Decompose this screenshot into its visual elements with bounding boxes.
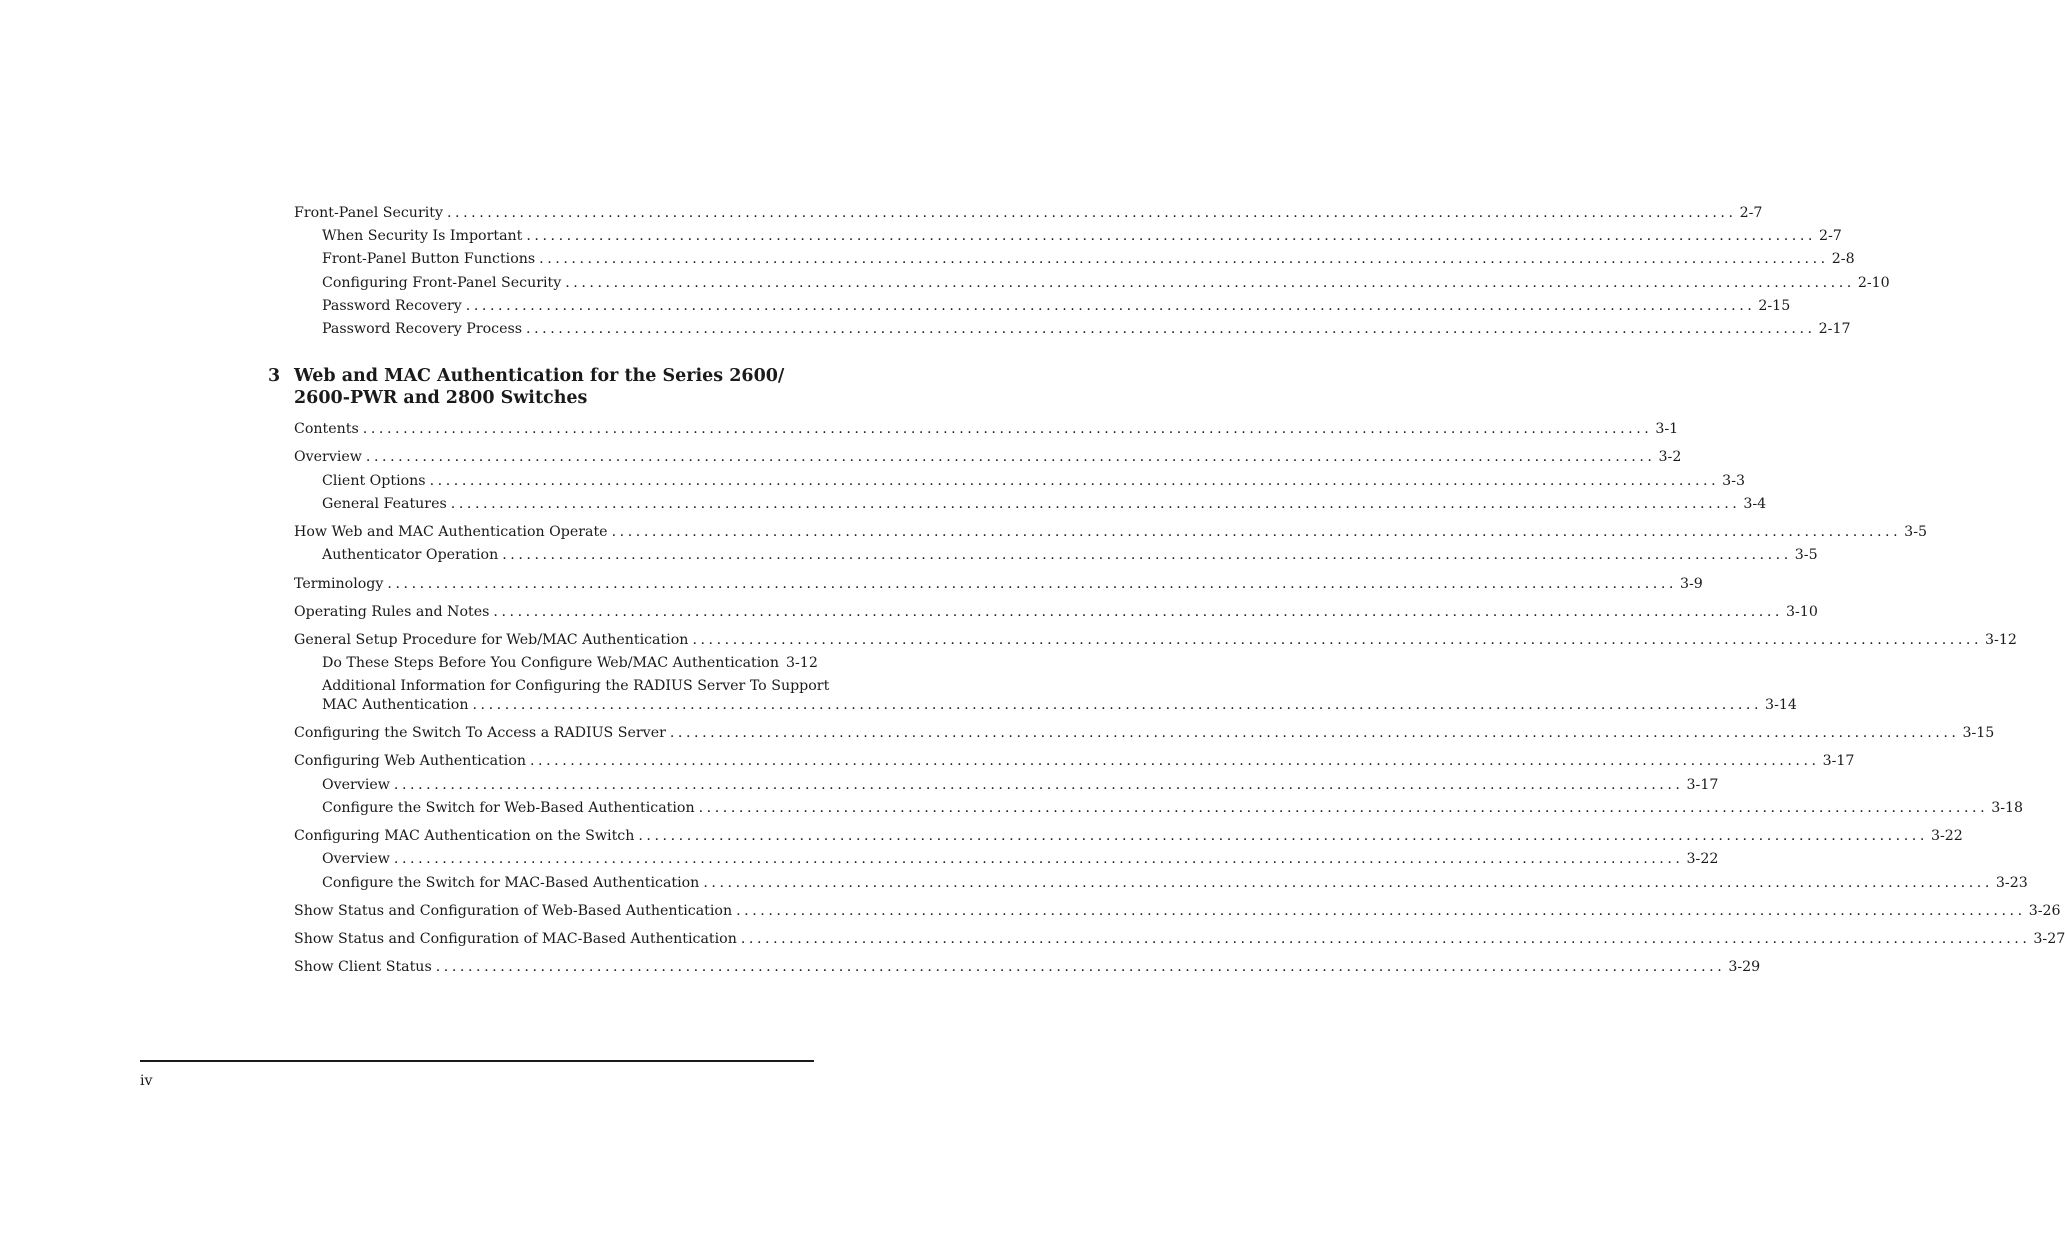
toc-entry-label: Configure the Switch for MAC-Based Authentication	[322, 875, 700, 891]
toc-entry-page: 3-27	[2033, 931, 2065, 947]
toc-entry-label: Show Client Status	[294, 959, 432, 975]
toc-entry[interactable]	[294, 602, 1818, 622]
dot-leader: ................................................................................................................................................................	[703, 875, 1993, 891]
toc-entry-label: Overview	[294, 449, 362, 465]
dot-leader: ................................................................................................................................................................	[698, 800, 1989, 816]
toc-entry-label: How Web and MAC Authentication Operate	[294, 524, 608, 540]
toc-entry-page: 2-8	[1831, 251, 1855, 267]
toc-entry[interactable]	[294, 826, 1963, 846]
dot-leader: ................................................................................................................................................................	[429, 473, 1720, 489]
dot-leader: ................................................................................................................................................................	[365, 449, 1656, 465]
dot-leader: ................................................................................................................................................................	[387, 576, 1677, 592]
dot-leader: ................................................................................................................................................................	[611, 524, 1902, 540]
toc-entry-label: Password Recovery Process	[322, 321, 523, 337]
toc-entry[interactable]	[294, 929, 2065, 949]
toc-entry[interactable]	[294, 751, 1855, 771]
dot-leader: ................................................................................................................................................................	[669, 725, 1960, 741]
toc-entry[interactable]	[322, 798, 2024, 818]
toc-entry-label: Configuring Web Authentication	[294, 753, 526, 769]
toc-entry-page: 3-17	[1822, 753, 1855, 769]
toc-entry-label: Overview	[322, 851, 390, 867]
toc-entry[interactable]	[322, 249, 1855, 269]
chapter-title-line: 2600-PWR and 2800 Switches	[294, 388, 588, 408]
dot-leader: ................................................................................................................................................................	[393, 777, 1684, 793]
dot-leader: ................................................................................................................................................................	[465, 298, 1756, 314]
dot-leader: ................................................................................................................................................................	[362, 421, 1653, 437]
toc-entry[interactable]	[322, 695, 1797, 715]
toc-entry-label: Configure the Switch for Web-Based Authentication	[322, 800, 695, 816]
toc-entry-label: Contents	[294, 421, 359, 437]
toc-entry[interactable]	[294, 522, 1928, 542]
toc-entry[interactable]	[322, 319, 1851, 339]
dot-leader: ................................................................................................................................................................	[502, 547, 1792, 563]
toc-entry[interactable]	[322, 494, 1767, 514]
toc-entry-label: Show Status and Configuration of MAC-Based Authentication	[294, 931, 737, 947]
toc-entry-label: Configuring Front-Panel Security	[322, 275, 562, 291]
toc-entry-page: 3-1	[1655, 421, 1679, 437]
chapter-title-line: Web and MAC Authentication for the Series 2600/	[294, 366, 785, 386]
chapter-title[interactable]	[294, 365, 785, 409]
toc-entry[interactable]	[322, 471, 1746, 491]
toc-entry-label: Configuring the Switch To Access a RADIUS Server	[294, 725, 666, 741]
toc-entry-label: Authenticator Operation	[322, 547, 499, 563]
dot-leader: ................................................................................................................................................................	[472, 697, 1763, 713]
toc-entry[interactable]	[322, 273, 1890, 293]
dot-leader: ................................................................................................................................................................	[526, 321, 1816, 337]
toc-entry-label: MAC Authentication	[322, 697, 469, 713]
toc-entry-label-line1[interactable]: Additional Information for Configuring the RADIUS Server To Support	[322, 678, 830, 694]
toc-entry-page: 3-5	[1794, 547, 1818, 563]
dot-leader: ................................................................................................................................................................	[450, 496, 1741, 512]
toc-entry-page: 3-18	[1991, 800, 2024, 816]
toc-entry[interactable]	[294, 419, 1679, 439]
toc-entry-page: 3-14	[1765, 697, 1797, 713]
chapter-number: 3	[268, 366, 281, 386]
toc-entry-page: 2-7	[1739, 205, 1763, 221]
dot-leader: ................................................................................................................................................................	[539, 251, 1829, 267]
toc-entry[interactable]	[322, 873, 2028, 893]
dot-leader: ................................................................................................................................................................	[638, 828, 1928, 844]
toc-entry-page: 3-23	[1995, 875, 2028, 891]
toc-entry[interactable]	[294, 957, 1761, 977]
dot-leader: ................................................................................................................................................................	[526, 228, 1816, 244]
toc-entry-page: 3-12	[1985, 632, 2017, 648]
toc-entry-label: General Features	[322, 496, 447, 512]
toc-entry-label: When Security Is Important	[322, 228, 523, 244]
toc-entry-label: Terminology	[294, 576, 384, 592]
toc-entry-page: 3-2	[1658, 449, 1682, 465]
toc-entry-page: 3-15	[1962, 725, 1995, 741]
toc-entry[interactable]	[322, 775, 1719, 795]
toc-entry-page: 3-29	[1728, 959, 1761, 975]
dot-leader: ................................................................................................................................................................	[435, 959, 1726, 975]
toc-entry[interactable]	[322, 296, 1791, 316]
toc-entry-label: Do These Steps Before You Configure Web/MAC Authentication	[322, 655, 779, 671]
toc-entry-label: Show Status and Configuration of Web-Based Authentication	[294, 903, 733, 919]
dot-leader: ................................................................................................................................................................	[740, 931, 2031, 947]
toc-entry[interactable]	[294, 203, 1763, 223]
toc-entry-label: Client Options	[322, 473, 426, 489]
toc-entry-page: 2-15	[1758, 298, 1791, 314]
toc-entry[interactable]	[294, 723, 1995, 743]
toc-entry-page: 2-17	[1818, 321, 1851, 337]
toc-entry[interactable]	[322, 653, 818, 673]
toc-entry-page: 3-3	[1722, 473, 1746, 489]
toc-entry-label: Front-Panel Security	[294, 205, 443, 221]
toc-entry-page: 3-9	[1679, 576, 1703, 592]
toc-entry-label: Configuring MAC Authentication on the Switch	[294, 828, 635, 844]
dot-leader: ................................................................................................................................................................	[692, 632, 1983, 648]
toc-entry[interactable]	[294, 901, 2061, 921]
page-number: iv	[140, 1073, 153, 1089]
toc-entry-page: 2-7	[1818, 228, 1842, 244]
toc-entry-label: Password Recovery	[322, 298, 462, 314]
toc-entry-page: 3-17	[1686, 777, 1719, 793]
toc-entry[interactable]	[294, 447, 1682, 467]
toc-entry-label: General Setup Procedure for Web/MAC Authentication	[294, 632, 689, 648]
toc-entry[interactable]	[294, 630, 2017, 650]
toc-entry-page: 3-12	[785, 655, 818, 671]
toc-entry-label: Operating Rules and Notes	[294, 604, 490, 620]
toc-entry[interactable]	[322, 545, 1818, 565]
toc-entry-label: Front-Panel Button Functions	[322, 251, 536, 267]
dot-leader: ................................................................................................................................................................	[446, 205, 1737, 221]
toc-entry-page: 3-4	[1743, 496, 1767, 512]
toc-entry-page: 3-22	[1686, 851, 1719, 867]
toc-entry-page: 3-5	[1904, 524, 1928, 540]
toc-entry[interactable]	[322, 226, 1842, 246]
toc-entry-label: Overview	[322, 777, 390, 793]
toc-entry[interactable]	[322, 849, 1719, 869]
toc-entry-page: 2-10	[1857, 275, 1890, 291]
toc-entry-page: 3-26	[2028, 903, 2061, 919]
dot-leader: ................................................................................................................................................................	[493, 604, 1783, 620]
toc-entry[interactable]	[294, 574, 1703, 594]
toc-entry-page: 3-10	[1785, 604, 1818, 620]
footer-rule	[140, 1060, 814, 1062]
toc-entry-page: 3-22	[1930, 828, 1963, 844]
dot-leader: ................................................................................................................................................................	[530, 753, 1820, 769]
dot-leader: ................................................................................................................................................................	[393, 851, 1684, 867]
dot-leader: ................................................................................................................................................................	[736, 903, 2026, 919]
dot-leader: ................................................................................................................................................................	[565, 275, 1855, 291]
